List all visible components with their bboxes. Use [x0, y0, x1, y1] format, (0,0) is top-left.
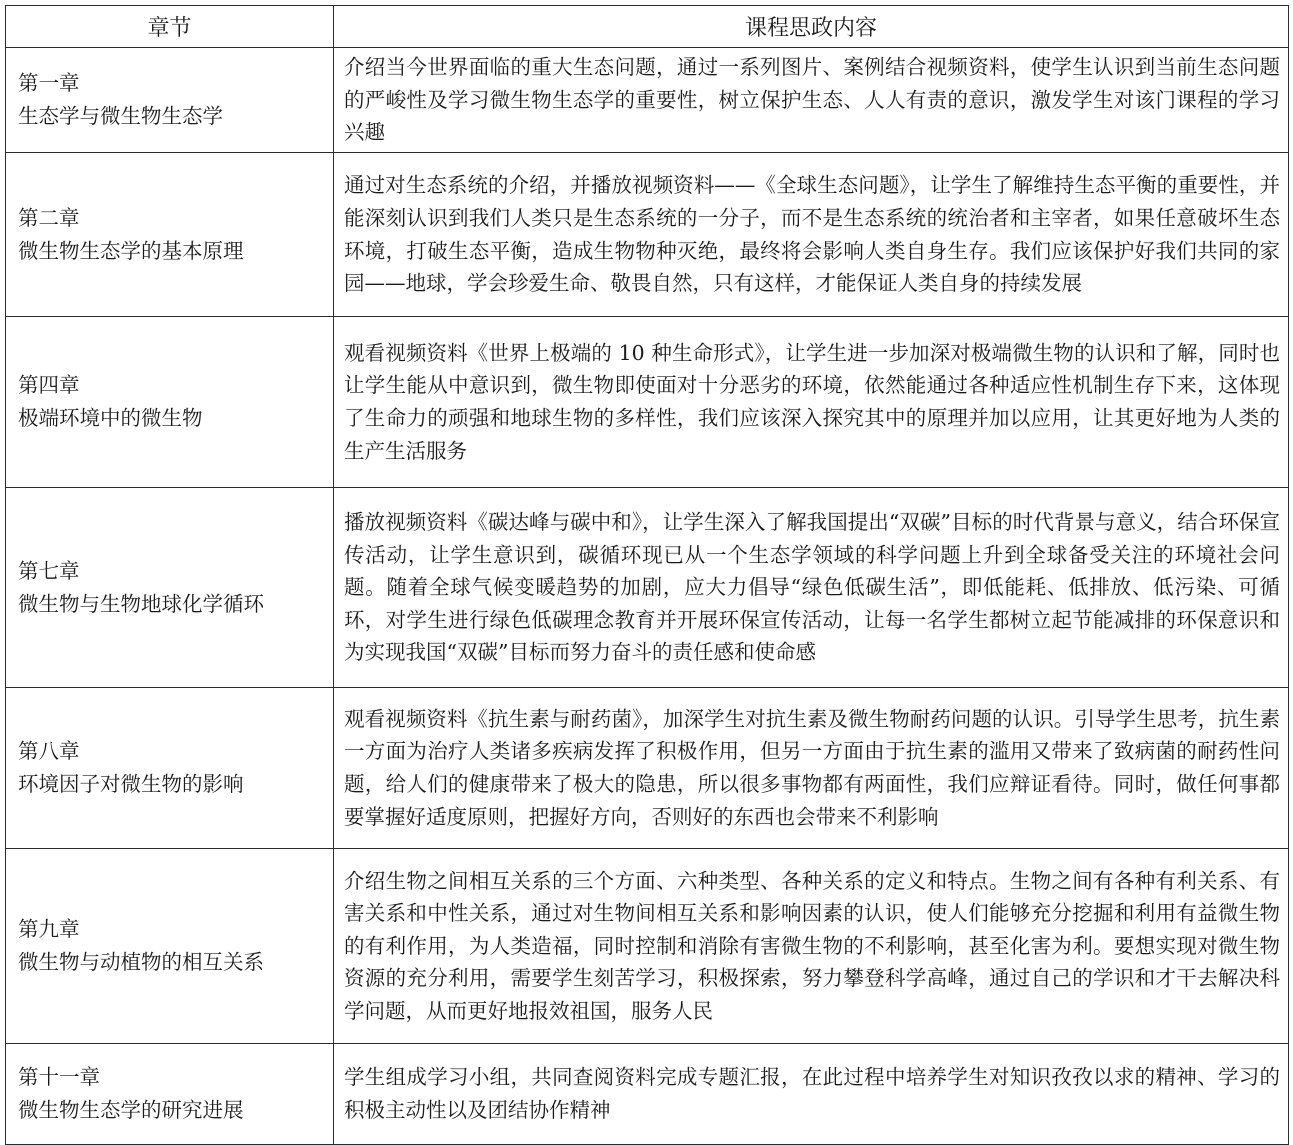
header-chapter: 章节 [6, 6, 334, 48]
chapter-cell [6, 48, 334, 153]
chapter-title: 微生物与动植物的相互关系 [18, 950, 264, 974]
content-cell: 观看视频资料《抗生素与耐药菌》，加深学生对抗生素及微生物耐药问题的认识。引导学生思考，抗生素一方面为治疗人类诸多疾病发挥了积极作用，但另一方面由于抗生素的滥用又带来了致病菌的耐药性问题，给人们的健康带来了极大的隐患，所以很多事物都有两面性，我们应辩证看待。同时，做任何事都要掌握好适度原则，把握好方向，否则好的东西也会带来不利影响 [334, 688, 1289, 849]
chapter-cell [6, 317, 334, 488]
header-row [6, 6, 1289, 48]
table-row [6, 317, 1289, 488]
table-row [6, 153, 1289, 317]
content-cell: 介绍生物之间相互关系的三个方面、六种类型、各种关系的定义和特点。生物之间有各种有利关系、有害关系和中性关系，通过对生物间相互关系和影响因素的认识，使人们能够充分挖掘和利用有益微生物的有利作用，为人类造福，同时控制和消除有害微生物的不利影响，甚至化害为利。要想实现对微生物资源的充分利用，需要学生刻苦学习，积极探索，努力攀登科学高峰，通过自己的学识和才干去解决科学问题，从而更好地报效祖国，服务人民 [334, 849, 1289, 1044]
chapter-cell [6, 1044, 334, 1145]
chapter-number: 第十一章 [18, 1065, 100, 1089]
chapter-cell [6, 849, 334, 1044]
table-row [6, 488, 1289, 688]
content-cell: 观看视频资料《世界上极端的 10 种生命形式》，让学生进一步加深对极端微生物的认识和了解，同时也让学生能从中意识到，微生物即使面对十分恶劣的环境，依然能通过各种适应性机制生存下来，这体现了生命力的顽强和地球生物的多样性，我们应该深入探究其中的原理并加以应用，让其更好地为人类的生产生活服务 [334, 317, 1289, 488]
chapter-title: 微生物与生物地球化学循环 [18, 591, 264, 616]
table-body [6, 48, 1289, 1145]
header-content: 课程思政内容 [334, 6, 1289, 48]
chapter-title: 生态学与微生物生态学 [18, 104, 223, 128]
content-cell: 学生组成学习小组，共同查阅资料完成专题汇报，在此过程中培养学生对知识孜孜以求的精神、学习的积极主动性以及团结协作精神 [334, 1044, 1289, 1145]
chapter-cell [6, 153, 334, 317]
chapter-title: 微生物生态学的研究进展 [18, 1098, 244, 1122]
chapter-number: 第九章 [18, 917, 80, 941]
course-ideology-table [5, 5, 1289, 1145]
chapter-title: 微生物生态学的基本原理 [18, 238, 244, 263]
chapter-cell [6, 688, 334, 849]
content-cell: 通过对生态系统的介绍，并播放视频资料——《全球生态问题》，让学生了解维持生态平衡的重要性，并能深刻认识到我们人类只是生态系统的一分子，而不是生态系统的统治者和主宰者，如果任意破坏生态环境，打破生态平衡，造成生物物种灭绝，最终将会影响人类自身生存。我们应该保护好我们共同的家园——地球，学会珍爱生命、敬畏自然，只有这样，才能保证人类自身的持续发展 [334, 153, 1289, 317]
chapter-title: 极端环境中的微生物 [18, 406, 203, 430]
table-row [6, 48, 1289, 153]
content-cell: 介绍当今世界面临的重大生态问题，通过一系列图片、案例结合视频资料，使学生认识到当前生态问题的严峻性及学习微生物生态学的重要性，树立保护生态、人人有责的意识，激发学生对该门课程的学习兴趣 [334, 48, 1289, 153]
chapter-number: 第七章 [18, 558, 80, 583]
chapter-number: 第四章 [18, 373, 80, 397]
chapter-cell [6, 488, 334, 688]
chapter-title: 环境因子对微生物的影响 [18, 772, 244, 796]
chapter-number: 第二章 [18, 205, 80, 230]
chapter-number: 第八章 [18, 739, 80, 763]
table-row [6, 688, 1289, 849]
table-row [6, 849, 1289, 1044]
table-row [6, 1044, 1289, 1145]
content-cell: 播放视频资料《碳达峰与碳中和》，让学生深入了解我国提出“双碳”目标的时代背景与意义，结合环保宣传活动，让学生意识到，碳循环现已从一个生态学领域的科学问题上升到全球备受关注的环境社会问题。随着全球气候变暖趋势的加剧，应大力倡导“绿色低碳生活”，即低能耗、低排放、低污染、可循环，对学生进行绿色低碳理念教育并开展环保宣传活动，让每一名学生都树立起节能减排的环保意识和为实现我国“双碳”目标而努力奋斗的责任感和使命感 [334, 488, 1289, 688]
table-header [6, 6, 1289, 48]
chapter-number: 第一章 [18, 71, 80, 95]
